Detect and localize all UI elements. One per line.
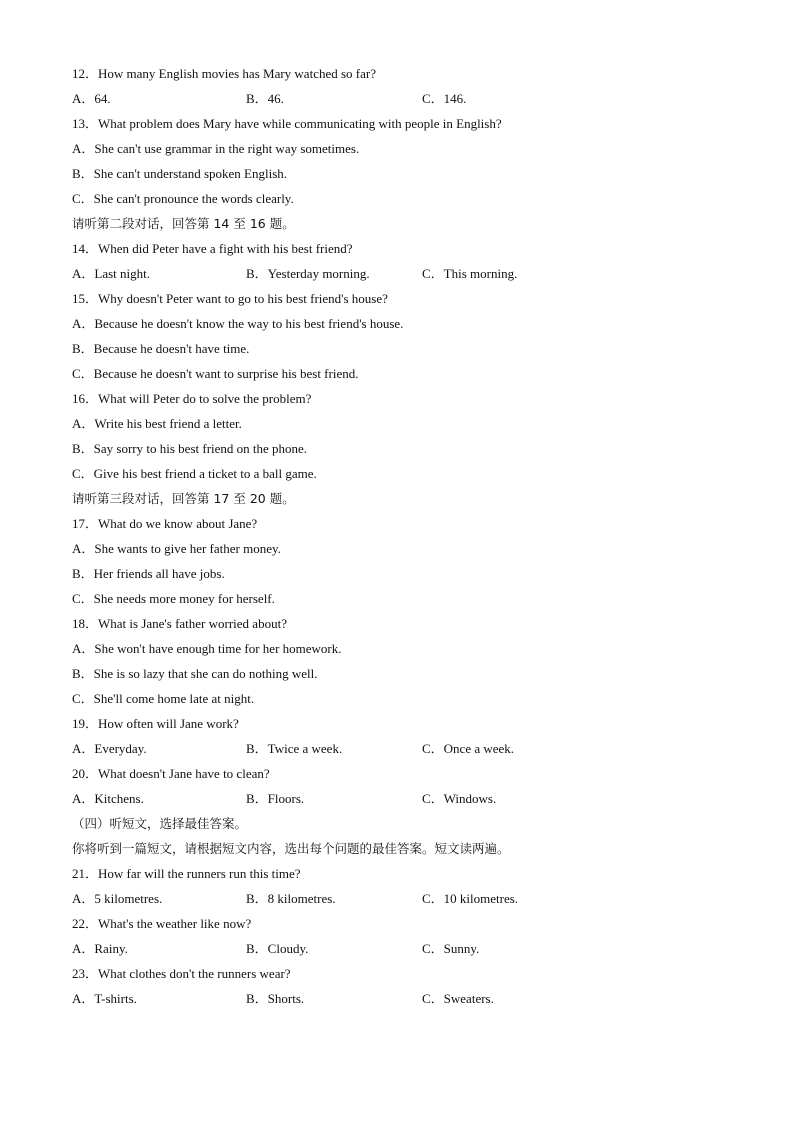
option-a: A．T-shirts. — [72, 991, 137, 1006]
option-b: B．Shorts. — [246, 991, 305, 1006]
option-b: B．Twice a week. — [246, 741, 343, 756]
answer-option: C．Give his best friend a ticket to a ball game. — [72, 466, 317, 481]
option-c: C．This morning. — [422, 266, 518, 281]
option-b: B．Floors. — [246, 791, 305, 806]
answer-option: B．Because he doesn't have time. — [72, 341, 250, 356]
answer-options-row — [72, 86, 732, 111]
answer-options-row — [72, 986, 732, 1011]
question-text: 16．What will Peter do to solve the problem? — [72, 391, 312, 406]
answer-option: B．She is so lazy that she can do nothing well. — [72, 666, 318, 681]
question-text: 21．How far will the runners run this time? — [72, 866, 301, 881]
question-text: 13．What problem does Mary have while communicating with people in English? — [72, 116, 502, 131]
answer-options-row — [72, 786, 732, 811]
option-b: B．Cloudy. — [246, 941, 309, 956]
question-text: 20．What doesn't Jane have to clean? — [72, 766, 270, 781]
answer-option: C．She can't pronounce the words clearly. — [72, 191, 294, 206]
answer-option: A．She wants to give her father money. — [72, 541, 281, 556]
option-c: C．Sweaters. — [422, 991, 494, 1006]
option-a: A．Kitchens. — [72, 791, 144, 806]
question-text: 12．How many English movies has Mary watched so far? — [72, 66, 376, 81]
answer-option: B．Say sorry to his best friend on the phone. — [72, 441, 308, 456]
answer-option: A．Because he doesn't know the way to his best friend's house. — [72, 316, 404, 331]
answer-option: C．She'll come home late at night. — [72, 691, 255, 706]
question-text: 17．What do we know about Jane? — [72, 516, 258, 531]
section-instruction: 请听第三段对话，回答第 17 至 20 题。 — [72, 491, 295, 506]
option-c: C．10 kilometres. — [422, 891, 519, 906]
question-text: 19．How often will Jane work? — [72, 716, 239, 731]
answer-options-row — [72, 886, 732, 911]
question-text: 14．When did Peter have a fight with his best friend? — [72, 241, 353, 256]
option-a: A．Last night. — [72, 266, 150, 281]
option-b: B．Yesterday morning. — [246, 266, 370, 281]
section-instruction: 请听第二段对话，回答第 14 至 16 题。 — [72, 216, 295, 231]
option-c: C．Sunny. — [422, 941, 480, 956]
answer-option: B．Her friends all have jobs. — [72, 566, 225, 581]
answer-options-row — [72, 261, 732, 286]
answer-option: C．Because he doesn't want to surprise his best friend. — [72, 366, 359, 381]
option-a: A．Everyday. — [72, 741, 147, 756]
question-text: 15．Why doesn't Peter want to go to his best friend's house? — [72, 291, 388, 306]
answer-option: A．She can't use grammar in the right way sometimes. — [72, 141, 360, 156]
option-c: C．146. — [422, 91, 467, 106]
option-a: A．Rainy. — [72, 941, 128, 956]
question-text: 22．What's the weather like now? — [72, 916, 252, 931]
question-text: 18．What is Jane's father worried about? — [72, 616, 287, 631]
question-text: 23．What clothes don't the runners wear? — [72, 966, 291, 981]
option-b: B．8 kilometres. — [246, 891, 336, 906]
answer-options-row — [72, 736, 732, 761]
exam-page — [72, 61, 732, 1011]
answer-option: B．She can't understand spoken English. — [72, 166, 288, 181]
option-a: A．64. — [72, 91, 111, 106]
answer-option: C．She needs more money for herself. — [72, 591, 275, 606]
option-a: A．5 kilometres. — [72, 891, 163, 906]
answer-options-row — [72, 936, 732, 961]
option-c: C．Once a week. — [422, 741, 515, 756]
section-instruction: （四）听短文，选择最佳答案。 — [72, 816, 248, 831]
option-b: B．46. — [246, 91, 284, 106]
answer-option: A．Write his best friend a letter. — [72, 416, 242, 431]
answer-option: A．She won't have enough time for her homework. — [72, 641, 342, 656]
option-c: C．Windows. — [422, 791, 497, 806]
section-instruction: 你将听到一篇短文，请根据短文内容，选出每个问题的最佳答案。短文读两遍。 — [72, 841, 510, 856]
